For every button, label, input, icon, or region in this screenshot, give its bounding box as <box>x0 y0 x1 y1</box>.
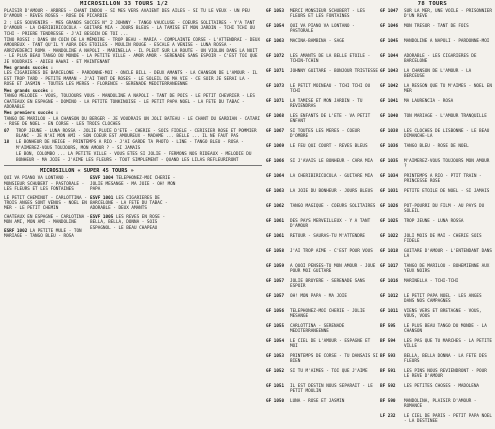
record-item: CHATEAUX EN ESPAGNE - CARLOTINA - MON AMI, MON AMI - MANDOLINE <box>4 214 90 226</box>
catalog-titles: SI TU M'AIMES - TOI QUE J'AIME <box>290 369 368 374</box>
left-column <box>4 0 262 242</box>
super45-col-a <box>4 176 90 242</box>
subheading-grands-succes-2: Mes grands succès : <box>4 88 54 94</box>
catalog-row <box>380 54 494 69</box>
catalog-code: GF 1064 <box>266 174 285 179</box>
section-header-33-tours: MICROSILLON 33 TOURS 1/2 <box>79 1 169 7</box>
catalog-code: GF 1031 <box>380 189 399 194</box>
catalog-code: GF 1063 <box>266 39 285 44</box>
catalog-titles: PRINTEMPS A RIO - PTIT TRAIN - PRINCESSE ROSE <box>404 174 482 185</box>
catalog-code: GF 1055 <box>266 324 285 329</box>
catalog-row <box>266 24 380 39</box>
catalog-row <box>380 369 494 384</box>
catalog-row <box>380 99 494 114</box>
entry-text: TROP JEUNE - LUNA ROSSA - JOLIE PLUIE D'ETE - CHERIE - SOIS FIDELE - CERISIER ROSE ET POMMIER BLANC - JE N'AI MON AMI - SON COEUR EST AMOUREUX - MADAME ... BELLE ... IL NE FAUT PAS <box>16 128 257 139</box>
catalog-titles: SUR LA MER, UNE VOILE - PRISONNIER D'UN REVE <box>404 9 492 20</box>
catalog-titles: LUNA - ROSE ET JASMIN <box>290 399 345 404</box>
catalog-row <box>266 249 380 264</box>
catalog-row <box>380 114 494 129</box>
catalog-titles: J'AI TROP AIME - C'EST POUR VOUS <box>290 249 373 254</box>
catalog-row <box>380 144 494 159</box>
catalog-row <box>380 354 494 369</box>
catalog-row <box>266 144 380 159</box>
catalog-titles: JOHNNY GUITARE - BONJOUR TRISTESSE <box>290 69 378 74</box>
entry-number: 07 <box>4 128 10 134</box>
catalog-row <box>266 189 380 204</box>
catalog-titles: LES AMANTS DE LA BELLE ETOILE - TCHIN-TCHIN <box>290 54 371 65</box>
catalog-titles: PETITE ETOILE DE NOEL - SI JAMAIS <box>404 189 490 194</box>
catalog-row <box>266 294 380 309</box>
numbered-entry <box>4 152 262 163</box>
catalog-code: GF 1034 <box>380 174 399 179</box>
catalog-code: GF 1058 <box>266 249 285 254</box>
catalog-row <box>380 129 494 144</box>
section-header-super-45: MICROSILLON « SUPER 45 TOURS » <box>40 167 134 174</box>
catalog-row <box>266 369 380 384</box>
catalog-row <box>266 84 380 99</box>
catalog-row <box>380 219 494 234</box>
catalog-titles: LE PETIT MOINEAU - TCHI TCHI OU TCHI <box>290 84 371 95</box>
catalog-code: GF 1061 <box>266 234 285 239</box>
catalog-titles: RETOUR - SAURAS-TU M'ATTENDRE <box>290 234 366 239</box>
catalog-titles: ADORABLE - LES CIGARIERES DE BARCELONE <box>404 54 477 65</box>
catalog-code: GF 1025 <box>380 219 399 224</box>
catalog-code: GF 1057 <box>266 294 285 299</box>
catalog-code: BF 594 <box>380 339 396 344</box>
catalog-row <box>380 9 494 24</box>
subheading-grands-succes-1: Mes grands succès : <box>4 66 54 72</box>
catalog-code: GF 1022 <box>380 234 399 239</box>
catalog-row <box>266 384 380 399</box>
catalog-row <box>380 279 494 294</box>
catalog-titles: TANGO DE MARILOU - BOHEMIENNE AUX YEUX NOIRS <box>404 264 490 275</box>
section-header-78-tours: 78 TOURS <box>417 1 447 7</box>
catalog-row <box>266 54 380 69</box>
catalog-row <box>266 9 380 24</box>
catalog-row <box>380 24 494 39</box>
catalog-row <box>266 399 380 414</box>
super45-col-b <box>90 176 176 242</box>
catalog-titles: LES PINS NOUS REVIENDRONT - POUR LE REVE D'AMOUR <box>404 369 487 380</box>
catalog-row <box>380 249 494 264</box>
catalog-row <box>266 309 380 324</box>
catalog-code: GF 1051 <box>266 384 285 389</box>
catalog-row <box>266 234 380 249</box>
paragraph-grands-succes-2: TANGO MELODIE - VOUS, TOUJOURS VOUS - MANDOLINE A NAPOLI - TANT DE POIS - LE PETIT CHEVRIER - LES CHATEAUX EN ESPAGNE - DOMINO - LA PETITE TONKINOISE - LE PETIT PAPA NOEL - LA FETE DU TABAC - ADORABLE <box>4 94 255 110</box>
catalog-titles: LES ENFANTS DE L'ETE - VA PETIT ENFANT <box>290 114 371 125</box>
catalog-titles: LES PETITES CHOSES - MADOLENA <box>404 384 480 389</box>
catalog-code: GF 1057 <box>266 279 285 284</box>
catalog-titles: LA TAMISE ET MON JARDIN - TU REVIENDRAS <box>290 99 363 110</box>
catalog-row <box>380 339 494 354</box>
catalog-row <box>266 159 380 174</box>
catalog-row <box>266 324 380 339</box>
catalog-titles: LA JOIE DU BONHEUR - JOURS BLEUS <box>290 189 373 194</box>
catalog-code: LF 232 <box>380 414 396 419</box>
catalog-code: BF 592 <box>380 384 396 389</box>
catalog-code: GF 1062 <box>266 204 285 209</box>
catalog-row <box>266 69 380 84</box>
catalog-row <box>380 174 494 189</box>
numbered-entry <box>4 129 262 140</box>
entry-text: LE BON, COLOMBO ... LA PETITE VILLE - VOUS ETES SI JOLIE - FERMONS NOS RIDEAUX - MELODIE DU BONHEUR - MA JOIE - J'AIME LES FLEURS - TOUT SIMPLEMENT - QUAND LES LILAS REFLEURIRONT <box>16 152 252 163</box>
catalog-titles: LE CIEL DE L'AMOUR - ESPAGNE ET MOI <box>290 339 371 350</box>
catalog-columns <box>266 9 495 429</box>
catalog-titles: TELEPHONEZ-MOI CHERIE - JOLIE MESANGE <box>290 309 366 320</box>
catalog-code: GF 1045 <box>380 39 399 44</box>
paragraph-souvenirs: 2 : LES SOUVENIRS - MES GRANDS SUCCES N° 2 JOHNNY - TANGO VAUCLUSE - COEURS SOLITAIRES - Y'A TANT D'AMOUR - LA CHERIBIRICOCOLA - GUITARE MIA - JOURS BLEUS - LA TAMISE ET MON JARDIN - TCHI TCHI OU TCHI - PRIERE TENDRESSE - J'AI BESOIN DE TOI ... <box>4 20 255 37</box>
catalog-row <box>380 159 494 174</box>
super45-col-c <box>176 176 262 242</box>
catalog-titles: JOLIE BRUYERE - SERENADE SANS ESPOIR <box>290 279 366 290</box>
catalog-row <box>266 39 380 54</box>
catalog-titles: DES PAYS MERVEILLEUX - Y A TANT D'AMOUR <box>290 219 371 230</box>
catalog-row <box>266 99 380 114</box>
paragraph-top: PLAISIR D'AMOUR - ARBRES - CHANT INDOU - SI MES VERS AVAIENT DES AILES - SI TU LE VEUX - UN PEU D'AMOUR - REVES ROSES - ROSE DE PICARDIE <box>4 9 250 20</box>
record-item: ESRF 1002 LA PETITE MULE - TON MARIAGE - TANGO BLEU - ROSA <box>4 228 82 240</box>
catalog-row <box>380 399 494 414</box>
right-column <box>266 0 495 429</box>
record-item: LE PETIT CHEMINOT - CARLOTTINA - TROIS ANGES SONT VENUS - NOEL EN MER - LE PETIT CHEMIN <box>4 195 87 212</box>
catalog-row <box>266 219 380 234</box>
catalog-code: GF 1046 <box>380 24 399 29</box>
catalog-row <box>266 354 380 369</box>
catalog-titles: MON TRESOR - TANT DE FOIS <box>404 24 469 29</box>
catalog-code: GF 1071 <box>266 99 285 104</box>
catalog-titles: MANDOLINA, PLAISIR D'AMOUR - ROMANCE <box>404 399 477 410</box>
entry-text: LE BONHEUR DE NEIGE - PRINTEMPS A RIO - J'AI GARDE TA PHOTO - LINE - TANGO BLEU - ROSA - M'AIMEREZ-VOUS TOUJOURS, MON AMOUR ? - SI JAMAIS <box>16 140 244 151</box>
catalog-titles: LE FEU QUI COURT - REVES BLEUS <box>290 144 368 149</box>
catalog-titles: TROP JEUNE - LUNA ROSSA <box>404 219 464 224</box>
catalog-code: GF 1068 <box>266 114 285 119</box>
catalog-row <box>380 189 494 204</box>
catalog-code: GF 1056 <box>266 309 285 314</box>
catalog-row <box>380 309 494 324</box>
catalog-titles: MARINELLA - TCHI-TCHI <box>404 279 459 284</box>
record-item: ESVF 1001 LES CIGARIERES DE BARCELONE - LA FETE DU TABAC - ADORABLE - DEUX AMANTS <box>90 195 168 212</box>
catalog-titles: MACINA-BAMBINA - SAGE <box>290 39 345 44</box>
catalog-code: GF 1067 <box>266 129 285 134</box>
catalog-code: GF 1041 <box>380 99 399 104</box>
catalog-titles: BELLA, BELLA DONNA - LA FETE DES FLEURS <box>404 354 487 365</box>
subheading-premiers-succes: Mes premiers succès : <box>4 111 59 117</box>
catalog-titles: JOLI MOIS DE MAI - CHERIE SOIS FIDELE <box>404 234 482 245</box>
catalog-titles: VIENS VERS ET BRETAGNE - VOUS, VOUS, VOUS <box>404 309 482 320</box>
catalog-code: GF 1017 <box>380 264 399 269</box>
catalog-code: GF 1072 <box>266 54 285 59</box>
entry-number: 18 <box>4 140 10 146</box>
catalog-titles: TON MARIAGE - L'AMOUR TRANQUILLE <box>404 114 487 119</box>
catalog-titles: QUI VA PIANO VA LONTANO - PASTORALE <box>290 24 355 35</box>
numbered-entry <box>4 140 262 151</box>
catalog-row <box>380 324 494 339</box>
catalog-code: GF 1052 <box>266 369 285 374</box>
catalog-code: GF 1054 <box>266 339 285 344</box>
catalog-row <box>266 114 380 129</box>
catalog-row <box>266 279 380 294</box>
catalog-row <box>266 339 380 354</box>
catalog-row <box>380 414 494 429</box>
catalog-row <box>380 204 494 219</box>
entry-number <box>4 152 16 163</box>
catalog-titles: POT-POURRI DU FILM - AU PAYS DU SOLEIL <box>404 204 485 215</box>
catalog-titles: LE PLUS BEAU TANGO DU MONDE - LA CHANSON <box>404 324 487 335</box>
catalog-titles: GUITARE D'AMOUR - L'ENTENDANT DANS LA <box>404 249 492 260</box>
catalog-row <box>266 174 380 189</box>
catalog-code: GF 1071 <box>266 69 285 74</box>
catalog-code: GF 1053 <box>266 9 285 14</box>
record-item: ESVF 1005 LES REVES EN ROSE - BELLA, BELLA, DONNA - SOIS ESPAGNOL - LE BEAU CHAPEAU <box>90 214 166 231</box>
catalog-titles: LE CIEL DE PARIS - PETIT PAPA NOEL - LA DESTINEE <box>404 414 492 425</box>
catalog-code: GF 1035 <box>380 159 399 164</box>
catalog-titles: LA CHANSON DE L'AMOUR - LA BERCEUSE <box>404 69 472 80</box>
catalog-code: GF 1059 <box>266 264 285 269</box>
catalog-titles: MERCI MONSIEUR SCHUBERT - LES FLEURS ET LES FONTAINES <box>290 9 366 20</box>
catalog-row <box>266 204 380 219</box>
catalog-titles: IL EST DESTIN NOUS SEPARAIT - LE PETIT MOULIN <box>290 384 373 395</box>
catalog-titles: OH! MON PAPA - MA JOIE <box>290 294 347 299</box>
catalog-code: GF 1066 <box>266 159 285 164</box>
catalog-code: GF 1040 <box>380 114 399 119</box>
catalog-row <box>380 264 494 279</box>
catalog-titles: M'AIMEREZ-VOUS TOUJOURS MON AMOUR ? <box>404 159 490 170</box>
catalog-code: GF 1047 <box>380 9 399 14</box>
catalog-code: GF 1054 <box>266 24 285 29</box>
catalog-code: GF 1069 <box>266 144 285 149</box>
catalog-code: GF 1038 <box>380 129 399 134</box>
catalog-column-1 <box>266 9 380 429</box>
catalog-row <box>380 69 494 84</box>
catalog-titles: SI J'AVAIS LE BONHEUR - CARA MIA <box>290 159 373 164</box>
paragraph-tino-rossi: TINO ROSSI : DANS UN COIN DE LA MÉMOIRE - TROP BEAU - MARIA - COMPLAINTE CORSE - L'ATTENDRAI - DEUX AMOUREUX - TANT QU'IL Y AURA DES ETOILES - MOULIN ROUGE - ESCALE A VENISE - LUNA ROSSA - ARRIVEDERCI ROMA - MANDOLINE A NAPOLI - MARINELLA - IL PLEUT SUR LA ROUTE - UN VIOLON DANS LA NUIT - LE PLUS BEAU TANGO DU MONDE - LA PETITE VILLE - AMOR AMOR - SERENADE SANS ESPOIR - C'EST TOI QUE JE VOUDRAIS - ADIEU HAWAI - ET MAINTENANT <box>4 38 261 65</box>
catalog-titles: TANGO BLEU - ROSE DE NOEL <box>404 144 469 149</box>
catalog-row <box>380 84 494 99</box>
catalog-code: GF 1063 <box>266 189 285 194</box>
catalog-titles: CARLOTTINA - SERENADE MEDITERRANEENNE <box>290 324 345 335</box>
catalog-titles: LE PETIT PAPA NOEL - LES ANGES DANS NOS CAMPAGNES <box>404 294 482 305</box>
catalog-code: GF 1050 <box>266 399 285 404</box>
catalog-code: GF 1026 <box>380 204 399 209</box>
catalog-titles: LES CLOCHES DE LISBONNE - LE BEAU DIMANCHE-LA <box>404 129 490 140</box>
catalog-row <box>380 294 494 309</box>
catalog-titles: SI TOUTES LES MERES - COEUR D'OMBRE <box>290 129 360 140</box>
catalog-code: GF 1061 <box>266 219 285 224</box>
catalog-code: GF 1043 <box>380 69 399 74</box>
catalog-titles: TANGO MAGIQUE - COEURS SOLITAIRES <box>290 204 376 209</box>
catalog-row <box>380 384 494 399</box>
catalog-titles: PRINTEMPS DE CORSE - TU DANSAIS SI BIEN <box>290 354 378 365</box>
catalog-code: GF 1018 <box>380 249 399 254</box>
catalog-code: GF 1073 <box>266 84 285 89</box>
catalog-column-2 <box>380 9 494 429</box>
catalog-code: BF 591 <box>380 369 396 374</box>
catalog-code: GF 1053 <box>266 354 285 359</box>
catalog-code: GF 1016 <box>380 279 399 284</box>
catalog-titles: LA RESSON QUE TU M'AIMES - NOEL EN MER <box>404 84 492 95</box>
divider <box>4 165 262 166</box>
catalog-code: BF 593 <box>380 354 396 359</box>
catalog-code: GF 1036 <box>380 144 399 149</box>
catalog-titles: LA CHERIBIRICOCOLA - GUITARE MIA <box>290 174 373 179</box>
catalog-code: BF 590 <box>380 399 396 404</box>
catalog-titles: MA LAURENCIA - ROSA <box>404 99 454 104</box>
catalog-row <box>266 264 380 279</box>
paragraph-premiers-succes: TANGO DE MARILOU - LA CHANSON DU BERGER - JE VOUDRAIS UN JOLI BATEAU - LE CHANT DU GARDIAN - CATARI - ROSE DE NOEL - EN CORSE - LES TROIS CLOCHES <box>4 116 261 128</box>
record-item: ESVF 1004 TELEPHONEZ-MOI CHERIE - JOLIE MESANGE - MA JOIE - OH! MON PAPA <box>90 176 176 193</box>
catalog-row <box>380 39 494 54</box>
super45-grid <box>4 176 262 242</box>
catalog-code: GF 1042 <box>380 84 399 89</box>
catalog-titles: A QUOI PENSES-TU MON AMOUR - JOUE POUR MOI GUITARE <box>290 264 376 275</box>
record-item: QUI VA PIANO VA LONTANO - MONSIEUR SCHUBERT - PASTORALE - LES FLEURS ET LES FONTAINES <box>4 176 85 193</box>
catalog-code: GF 1012 <box>380 294 399 299</box>
catalog-code: BF 595 <box>380 324 396 329</box>
paragraph-grands-succes-1: LES CIGARIERES DE BARCELONE - PARDONNE-MOI - ONCLE BILL - DEUX AMANTS - LA CHANSON DE L'AMOUR - IL EST TROP TARD - PETITE MAMAN - J'AI TANT DE ROSES - LE SOLEIL DE MA VIE - CE SOIR JE SERAI LA - ROSE ET JASMIN - TOUTES LES MERES - FLORENCE - SERENADE MEDITERRANEENNE <box>4 71 258 88</box>
catalog-row <box>380 234 494 249</box>
catalog-code: GF 1011 <box>380 309 399 314</box>
catalog-titles: MANDOLINE A NAPOLI - PARDONNE-MOI <box>404 39 490 44</box>
catalog-titles: LES PAS QUE TU MARCHES - LA PETITE VILLE <box>404 339 492 350</box>
catalog-code: GF 1044 <box>380 54 399 59</box>
catalog-row <box>266 129 380 144</box>
